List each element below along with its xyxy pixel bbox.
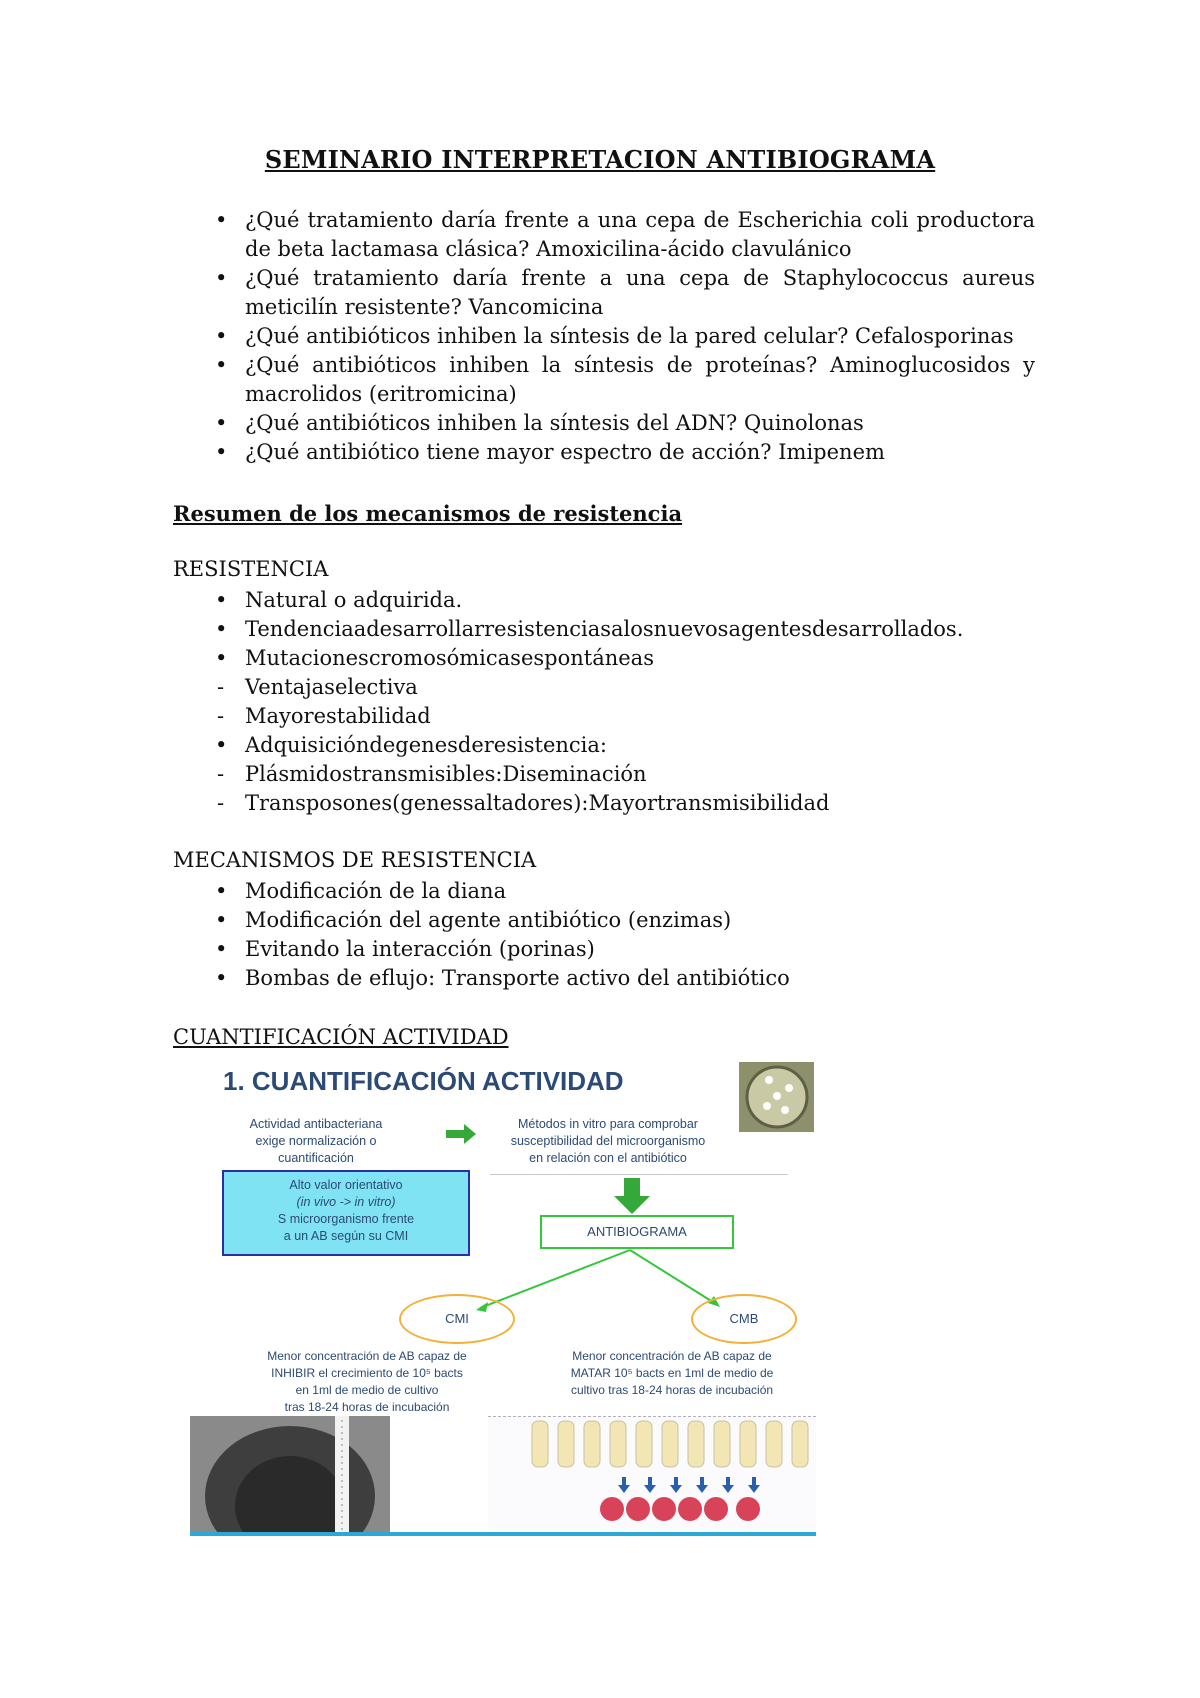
resistencia-item: • Tendenciaadesarrollarresistenciasalosnuevosagentesdesarrollados.: [175, 615, 1035, 644]
resistencia-item: • Mutacionescromosómicasespontáneas: [175, 644, 1035, 673]
mecanismos-heading: MECANISMOS DE RESISTENCIA: [173, 848, 537, 872]
left-text-line: cuantificación: [278, 1151, 354, 1165]
mecanismo-item: • Modificación de la diana: [175, 877, 1035, 906]
blue-box-line: S microorganismo frente: [277, 1212, 415, 1226]
question-item: • ¿Qué antibióticos inhiben la síntesis de la pared celular? Cefalosporinas: [175, 322, 1035, 351]
resistencia-sub-item: - Mayorestabilidad: [175, 702, 1035, 731]
slide-bottom-bar: [190, 1532, 816, 1536]
mecanismos-list: [175, 877, 1035, 993]
cmb-description: [542, 1348, 802, 1399]
cuantificacion-heading: CUANTIFICACIÓN ACTIVIDAD: [173, 1025, 509, 1049]
cmi-desc-line: INHIBIR el crecimiento de 10⁵ bacts: [271, 1366, 463, 1380]
slide-title: 1. CUANTIFICACIÓN ACTIVIDAD: [223, 1066, 624, 1096]
etest-strip-photo: [190, 1416, 390, 1536]
blue-box-line: (in vivo -> in vitro): [296, 1195, 396, 1209]
blue-box-line: a un AB según su CMI: [283, 1229, 409, 1243]
tube-dilution-photo: [488, 1416, 816, 1535]
cmb-ellipse: CMB: [691, 1294, 797, 1344]
cmi-description: [242, 1348, 492, 1416]
mecanismo-item: • Bombas de eflujo: Transporte activo del antibiótico: [175, 964, 1035, 993]
resistencia-item: • Adquisicióndegenesderesistencia:: [175, 731, 1035, 760]
question-item: • ¿Qué antibiótico tiene mayor espectro de acción? Imipenem: [175, 438, 1035, 467]
cmi-ellipse: CMI: [399, 1294, 515, 1344]
question-item: • ¿Qué antibióticos inhiben la síntesis del ADN? Quinolonas: [175, 409, 1035, 438]
page-title: SEMINARIO INTERPRETACION ANTIBIOGRAMA: [264, 145, 936, 174]
questions-list: [175, 206, 1035, 467]
resistencia-heading: RESISTENCIA: [173, 557, 329, 581]
cmb-desc-line: cultivo tras 18-24 horas de incubación: [570, 1383, 774, 1397]
resistencia-sub-item: - Ventajaselectiva: [175, 673, 1035, 702]
resistencia-list: [175, 586, 1035, 818]
cmb-desc-line: MATAR 10⁵ bacts en 1ml de medio de: [570, 1366, 774, 1380]
summary-heading: Resumen de los mecanismos de resistencia: [173, 501, 683, 526]
blue-box-line: Alto valor orientativo: [289, 1178, 403, 1192]
resistencia-sub-item: - Transposones(genessaltadores):Mayortransmisibilidad: [175, 789, 1035, 818]
left-text-line: Actividad antibacteriana: [249, 1117, 383, 1131]
mecanismo-item: • Modificación del agente antibiótico (enzimas): [175, 906, 1035, 935]
question-item: • ¿Qué tratamiento daría frente a una cepa de Escherichia coli productora de beta lactamasa clásica? Amoxicilina-ácido clavulánico: [175, 206, 1035, 264]
mecanismo-item: • Evitando la interacción (porinas): [175, 935, 1035, 964]
resistencia-sub-item: - Plásmidostransmisibles:Diseminación: [175, 760, 1035, 789]
right-text-line: en relación con el antibiótico: [529, 1151, 687, 1165]
resistencia-item: • Natural o adquirida.: [175, 586, 1035, 615]
cmi-desc-line: en 1ml de medio de cultivo: [295, 1383, 439, 1397]
right-text-line: susceptibilidad del microorganismo: [510, 1134, 706, 1148]
cmi-desc-line: tras 18-24 horas de incubación: [284, 1400, 450, 1414]
cmi-desc-line: Menor concentración de AB capaz de: [267, 1349, 467, 1363]
cmb-desc-line: Menor concentración de AB capaz de: [572, 1349, 772, 1363]
antibiograma-box: ANTIBIOGRAMA: [540, 1215, 734, 1249]
cuantificacion-slide-image: [190, 1058, 816, 1536]
right-text-line: Métodos in vitro para comprobar: [518, 1117, 698, 1131]
left-text-line: exige normalización o: [255, 1134, 377, 1148]
question-item: • ¿Qué antibióticos inhiben la síntesis de proteínas? Aminoglucosidos y macrolidos (eritromicina): [175, 351, 1035, 409]
question-item: • ¿Qué tratamiento daría frente a una cepa de Staphylococcus aureus meticilín resistente? Vancomicina: [175, 264, 1035, 322]
